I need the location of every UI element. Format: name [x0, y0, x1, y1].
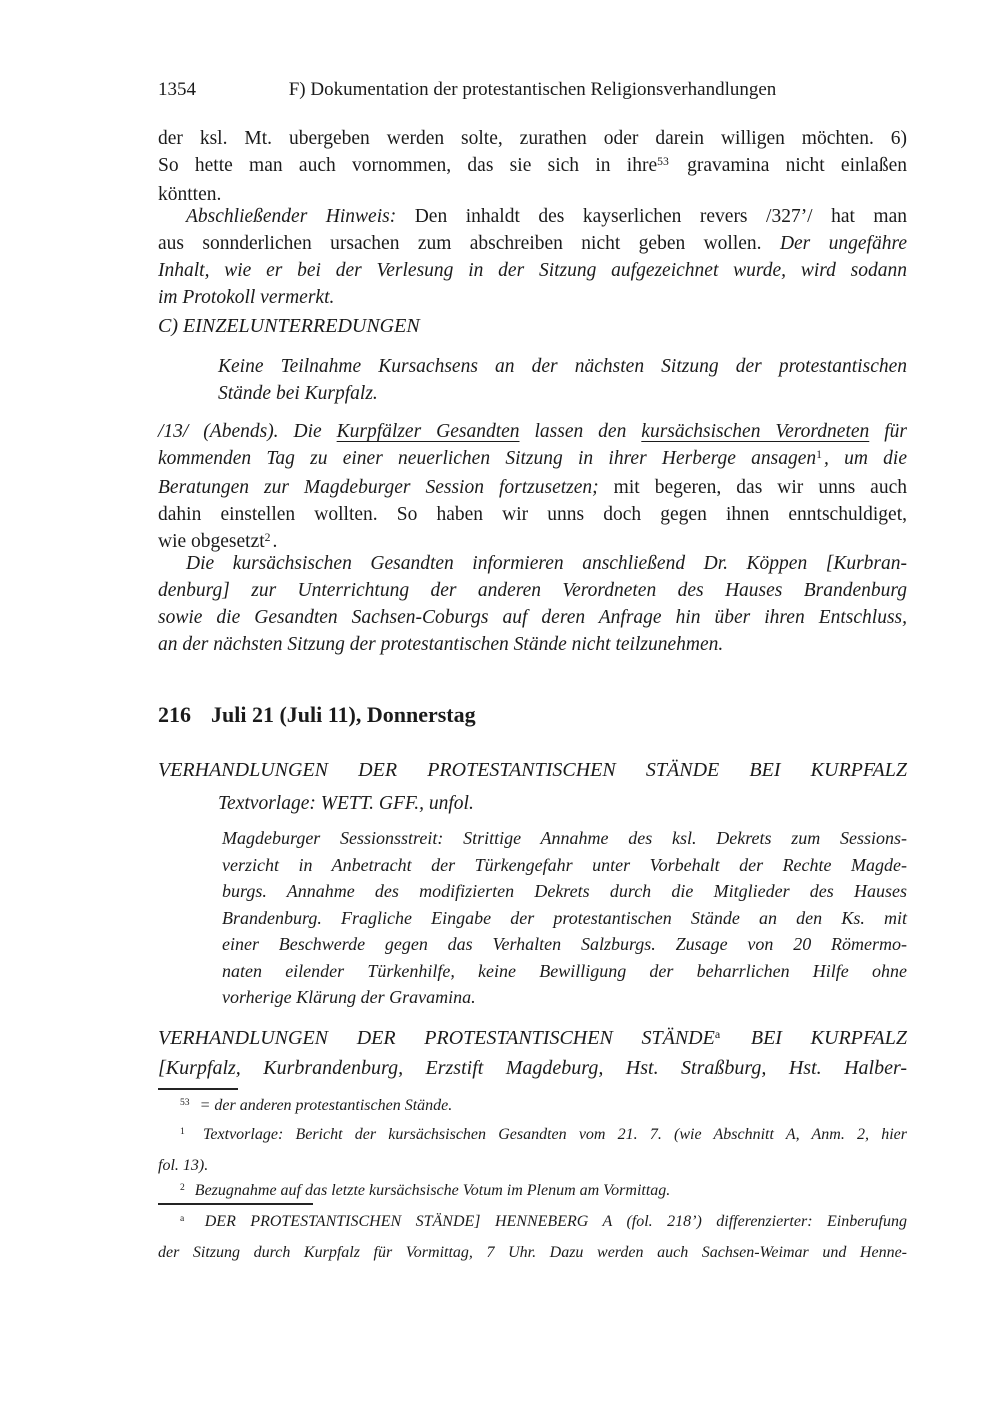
- text-run: VERHANDLUNGEN DER PROTESTANTISCHEN STÄNDE BEI KURPFALZ: [158, 759, 907, 781]
- text-line: [158, 418, 907, 445]
- text-run: lassen den: [519, 421, 642, 442]
- text-run: C) EINZELUNTERREDUNGEN: [158, 315, 420, 337]
- text-line: [158, 230, 907, 257]
- text-line: [158, 284, 907, 311]
- text-line: [158, 1055, 907, 1083]
- text-run: Textvorlage: Bericht der kursächsischen Gesandten vom 21. 7. (wie Abschnitt A, Anm. 2, hier: [190, 1126, 907, 1143]
- text-run: .: [272, 531, 278, 552]
- text-line: [222, 984, 907, 1011]
- text-line: [222, 825, 907, 852]
- text-line: [222, 905, 907, 932]
- text-run: Der ungefähre: [779, 233, 907, 254]
- running-head: F) Dokumentation der protestantischen Religionsverhandlungen: [288, 79, 777, 100]
- text-run: gravamina nicht einlaßen: [670, 155, 907, 176]
- editorial-summary-paragraph: [158, 550, 907, 658]
- text-run: denburg] zur Unterrichtung der anderen Verordneten des Hauses Brandenburg: [158, 580, 907, 601]
- text-line: [158, 474, 907, 501]
- footnote-separator-2: [158, 1203, 313, 1205]
- text-line: [158, 1121, 907, 1152]
- footnote-marker: 1: [816, 448, 822, 462]
- footnote-separator-1: [158, 1088, 238, 1090]
- text-run: an der nächsten Sitzung der protestantischen Stände nicht teilzunehmen.: [158, 634, 724, 655]
- text-run: So hette man auch vornommen, das sie sich in ihre: [158, 155, 658, 176]
- text-run: köntten.: [158, 184, 222, 205]
- text-line: [218, 353, 907, 380]
- text-run: Inhalt, wie er bei der Verlesung in der Sitzung aufgezeichnet wurde, wird sodann: [158, 260, 907, 281]
- text-line: [158, 1152, 907, 1181]
- text-line: [222, 958, 907, 985]
- text-run: /13/ (Abends). Die: [158, 421, 337, 442]
- text-run: DER PROTESTANTISCHEN STÄNDE] HENNEBERG A (fol. 218’) differenzierter: Einberufung: [190, 1213, 907, 1230]
- text-run: Keine Teilnahme Kursachsens an der nächsten Sitzung der protestantischen: [218, 356, 907, 377]
- text-run: aus sonnderlichen ursachen zum abschreiben nicht geben wollen.: [158, 233, 780, 254]
- text-line: [158, 1208, 907, 1239]
- transcript-paragraph-2: [158, 418, 907, 557]
- text-line: [158, 152, 907, 181]
- text-run: vorherige Klärung der Gravamina.: [222, 987, 476, 1007]
- regest-summary: [222, 825, 907, 1011]
- text-run: naten eilender Türkenhilfe, keine Bewilligung der beharrlichen Hilfe ohne: [222, 960, 907, 981]
- text-line: [158, 604, 907, 631]
- text-run: verzicht in Anbetracht der Türkengefahr unter Vorbehalt der Rechte Magde-: [222, 854, 907, 875]
- text-line: [222, 878, 907, 905]
- session-heading-1: [158, 757, 907, 785]
- text-line: [158, 501, 907, 528]
- text-run: sowie die Gesandten Sachsen-Coburgs auf deren Anfrage hin über ihren Entschluss,: [158, 607, 907, 628]
- transcript-paragraph-1: [158, 125, 907, 208]
- text-run: der Sitzung durch Kurpfalz für Vormittag, 7 Uhr. Dazu werden auch Sachsen-Weimar und Henne-: [158, 1243, 907, 1261]
- text-run: dahin einstellen wollten. So haben wir unns doch gegen ihnen enntschuldiget,: [158, 504, 907, 525]
- text-run: einer Beschwerde gegen das Verhalten Salzburgs. Zusage von 20 Römermo-: [222, 934, 907, 954]
- text-line: [218, 790, 907, 817]
- text-run: = der anderen protestantischen Stände.: [195, 1097, 453, 1114]
- page-header: [158, 76, 907, 103]
- text-run: Bezugnahme auf das letzte kursächsische Votum im Plenum am Vormittag.: [190, 1182, 671, 1199]
- text-run: Brandenburg. Fragliche Eingabe der protestantischen Stände an den Ks. mit: [222, 907, 907, 928]
- entry-number: 216: [158, 702, 191, 727]
- text-run: für: [869, 421, 907, 442]
- text-run: Beratungen zur Magdeburger Session fortzusetzen;: [158, 477, 599, 498]
- text-line: [218, 380, 907, 407]
- text-line: [222, 852, 907, 879]
- text-run: burgs. Annahme des modifizierten Dekrets durch die Mitglieder des Hauses: [222, 881, 907, 901]
- footnote-53: [158, 1092, 907, 1123]
- text-line: [158, 1092, 907, 1123]
- text-run: der ksl. Mt. ubergeben werden solte, zurathen oder darein willigen möchten. 6): [158, 128, 907, 149]
- text-line: [158, 203, 907, 230]
- footnote-marker: 53: [180, 1097, 190, 1109]
- text-run: Die kursächsischen Gesandten informieren anschließend Dr. Köppen [Kurbran-: [186, 553, 907, 574]
- footnote-marker: a: [180, 1213, 185, 1225]
- text-run: mit begeren, das wir unns auch: [598, 477, 907, 498]
- text-line: [158, 445, 907, 474]
- footnote-marker: a: [714, 1027, 721, 1042]
- text-run: VERHANDLUNGEN DER PROTESTANTISCHEN STÄNDE: [158, 1027, 715, 1049]
- entry-heading: [158, 700, 907, 729]
- text-run: Kurpfälzer Gesandten: [336, 421, 520, 442]
- page-number: 1354: [158, 79, 196, 100]
- text-run: wie obgesetzt: [158, 531, 265, 552]
- textvorlage-note: [218, 790, 907, 817]
- text-run: fol. 13).: [158, 1156, 209, 1174]
- footnote-marker: 2: [264, 531, 271, 545]
- text-line: [158, 550, 907, 577]
- text-line: [158, 757, 907, 785]
- footnote-marker: 1: [180, 1126, 185, 1138]
- text-run: im Protokoll vermerkt.: [158, 287, 335, 308]
- text-line: [158, 125, 907, 152]
- text-line: [158, 577, 907, 604]
- text-run: BEI KURPFALZ: [722, 1027, 907, 1049]
- footnote-a: [158, 1208, 907, 1267]
- text-run: Magdeburger Sessionsstreit: Strittige Annahme des ksl. Dekrets zum Sessions-: [222, 828, 907, 848]
- text-line: [158, 631, 907, 658]
- text-run: Abschließender Hinweis:: [186, 206, 397, 227]
- session-heading-2: [158, 1025, 907, 1082]
- text-line: [158, 313, 907, 340]
- text-line: [158, 1239, 907, 1268]
- subject-note: [218, 353, 907, 407]
- entry-title: Juli 21 (Juli 11), Donnerstag: [211, 702, 476, 727]
- section-heading-c: [158, 313, 907, 340]
- text-run: [Kurpfalz, Kurbrandenburg, Erzstift Magdeburg, Hst. Straßburg, Hst. Halber-: [158, 1056, 907, 1079]
- text-run: Textvorlage: WETT. GFF., unfol.: [218, 793, 474, 814]
- text-run: Stände bei Kurpfalz.: [218, 383, 378, 404]
- footnote-1: [158, 1121, 907, 1180]
- text-run: kursächsischen Verordneten: [641, 421, 870, 442]
- text-run: kommenden Tag zu einer neuerlichen Sitzung in ihrer Herberge ansagen: [158, 448, 817, 469]
- text-run: , um die: [824, 448, 908, 469]
- text-line: [158, 257, 907, 284]
- footnote-marker: 53: [657, 155, 669, 169]
- text-run: Den inhaldt des kayserlichen revers /327’/ hat man: [396, 206, 907, 227]
- text-line: [158, 1025, 907, 1055]
- text-line: [222, 931, 907, 958]
- editorial-note-paragraph: [158, 203, 907, 311]
- footnote-marker: 2: [180, 1182, 185, 1194]
